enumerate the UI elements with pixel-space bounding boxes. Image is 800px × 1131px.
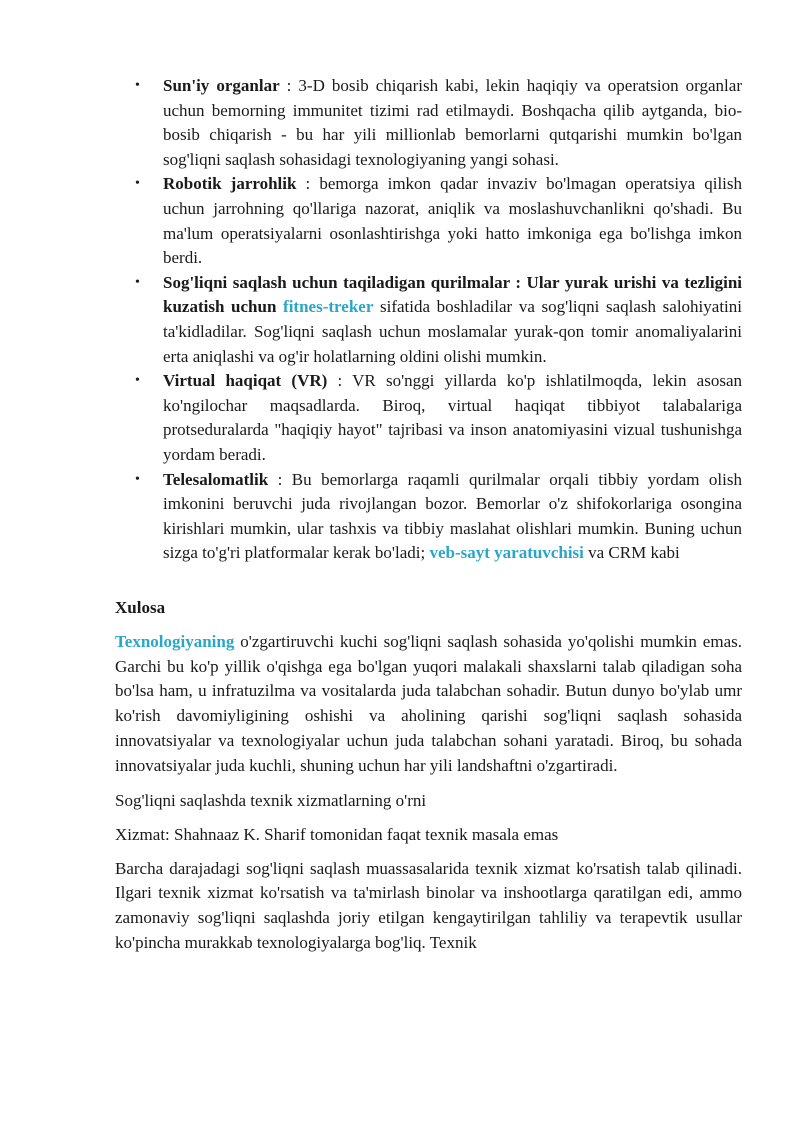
list-item-text: : bemorga imkon qadar invaziv bo'lmagan operatsiya qilish uchun jarrohning qo'llariga nazorat, aniqlik va moslashuvchanlikni qo'shadi. Bu ma'lum operatsiyalarni osonlashtirishga yoki hatto imkoniga ega bo'lishga imkon berdi.: [163, 174, 743, 268]
fitness-tracker-link[interactable]: fitnes-treker: [283, 297, 374, 317]
list-item: [115, 172, 742, 270]
list-item-term: Sog'liqni saqlash uchun taqiladigan qurilmalar : Ular yurak urishi va tezligini kuzatish uchun: [163, 272, 742, 317]
conclusion-heading: Xulosa: [115, 597, 166, 617]
list-item-term: Virtual haqiqat (VR): [163, 371, 328, 391]
list-item-text-after: va CRM kabi: [583, 543, 680, 563]
list-item: [115, 271, 742, 369]
list-item: [115, 468, 742, 566]
list-item-text: : Bu bemorlarga raqamli qurilmalar orqali tibbiy yordam olish imkonini beruvchi juda rivojlangan bozor. Bemorlar o'z shifokorlariga osongina kirishlari mumkin, ular tashxis va tibbiy maslahat olishlari mumkin. Buning uchun sizga to'g'ri platformalar kerak bo'ladi;: [163, 469, 742, 563]
bullet-icon: •: [135, 373, 140, 389]
article-title: Sog'liqni saqlashda texnik xizmatlarning o'rni: [115, 790, 427, 810]
article-body: Barcha darajadagi sog'liqni saqlash muassasalarida texnik xizmat ko'rsatish talab qilinadi. Ilgari texnik xizmat ko'rsatish va ta'mirlash binolar va inshootlarga qaratilgan edi, ammo zamonaviy sog'liqni saqlashda joriy etilgan kengaytirilgan tahliliy va terapevtik usullar ko'pincha murakkab texnologiyalarga bog'liq. Texnik: [115, 858, 742, 953]
conclusion-paragraph: [115, 630, 742, 779]
conclusion-text: o'zgartiruvchi kuchi sog'liqni saqlash sohasida yo'qolishi mumkin emas. Garchi bu ko'p yillik o'qishga ega bo'lgan yuqori malakali shaxslarni talab qiladigan soha bo'lsa ham, u infratuzilma va vositalarda juda talabchan sohadir. Butun dunyo bo'ylab umr ko'rish davomiyligining oshishi va aholining qarishi sog'liqni saqlash sohasida innovatsiyalar va texnologiyalar uchun juda talabchan sohani yaratadi. Biroq, bu sohada innovatsiyalar juda kuchli, shuning uchun har yili landshaftni o'zgartiradi.: [115, 631, 742, 775]
article-byline: Xizmat: Shahnaaz K. Sharif tomonidan faqat texnik masala emas: [115, 824, 559, 844]
list-item: [115, 369, 742, 467]
bullet-icon: •: [135, 176, 140, 192]
list-item-text: sifatida boshladilar va sog'liqni saqlash salohiyatini ta'kidladilar. Sog'liqni saqlash uchun moslamalar yurak-qon tomir anomaliyalarini erta aniqlashi va og'ir holatlarning oldini olishi mumkin.: [163, 297, 742, 366]
list-item-text: : VR so'nggi yillarda ko'p ishlatilmoqda, lekin asosan ko'ngilochar maqsadlarda. Biroq, virtual haqiqat tibbiyot talabalariga protseduralarda "haqiqiy hayot" tajribasi va inson anatomiyasini vizual tushunishga yordam beradi.: [163, 371, 742, 464]
list-item-term: Robotik jarrohlik: [163, 174, 297, 194]
website-builder-link[interactable]: veb-sayt yaratuvchisi: [429, 543, 584, 563]
list-item: [115, 74, 742, 172]
bullet-icon: •: [135, 471, 140, 487]
list-item-term: Sun'iy organlar: [163, 76, 280, 95]
technology-list: [115, 74, 742, 566]
list-item-term: Telesalomatlik: [163, 469, 269, 489]
technology-link[interactable]: Texnologiyaning: [115, 631, 235, 651]
bullet-icon: •: [135, 78, 140, 93]
bullet-icon: •: [135, 274, 140, 290]
list-item-text: : 3-D bosib chiqarish kabi, lekin haqiqiy va operatsion organlar uchun bemorning immunitet tizimi rad etilmaydi. Boshqacha qilib aytganda, bio-bosib chiqarish - bu har yili millionlab bemorlarni qutqarishi mumkin bo'lgan sog'liqni saqlash sohasidagi texnologiyaning yangi sohasi.: [163, 76, 742, 169]
